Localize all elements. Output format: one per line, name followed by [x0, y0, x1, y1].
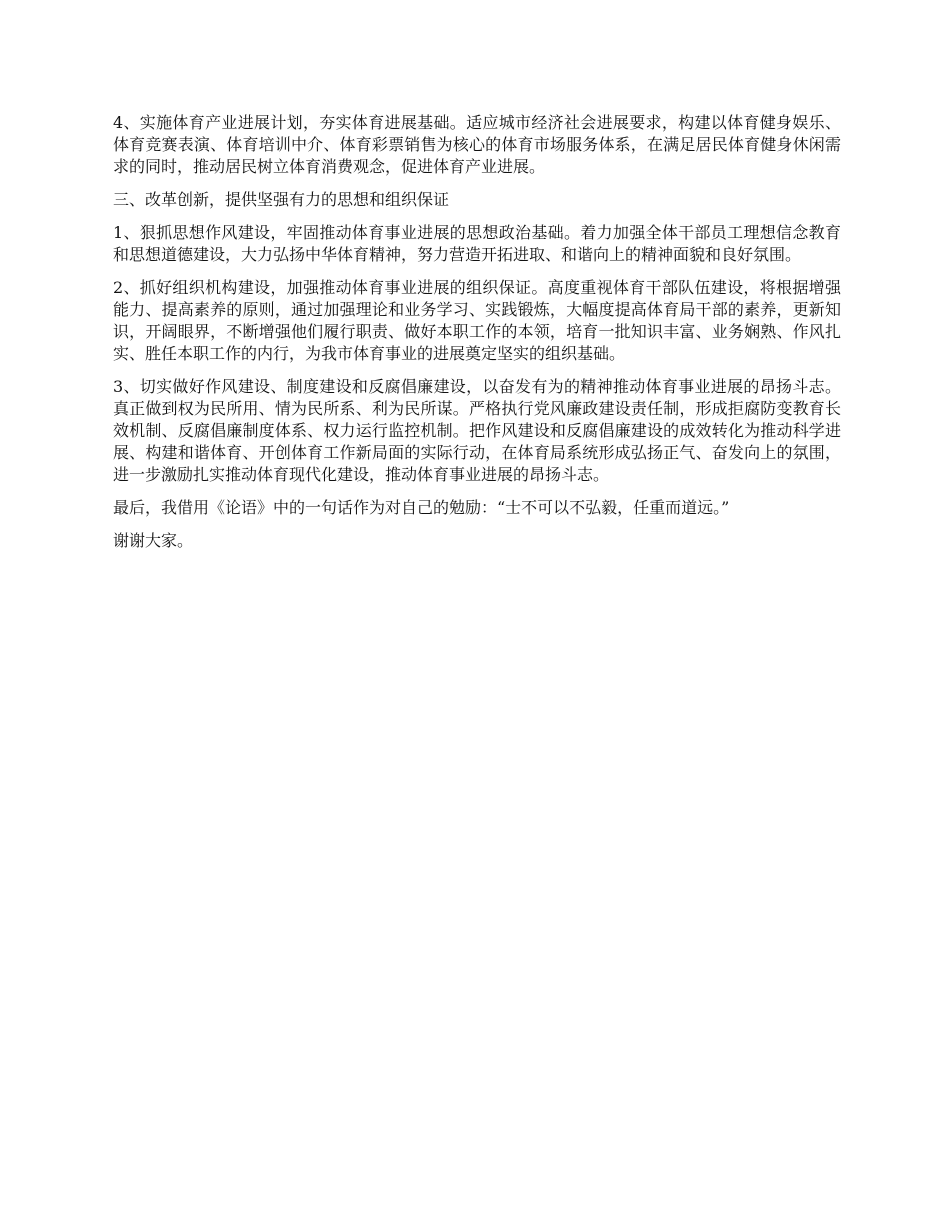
document-body [113, 112, 841, 563]
paragraph-industry-plan: 4、实施体育产业进展计划，夯实体育进展基础。适应城市经济社会进展要求，构建以体育健身娱乐、体育竞赛表演、体育培训中介、体育彩票销售为核心的体育市场服务体系，在满足居民体育健身休闲需求的同时，推动居民树立体育消费观念，促进体育产业进展。 [113, 113, 841, 176]
paragraph-ideology: 1、狠抓思想作风建设，牢固推动体育事业进展的思想政治基础。着力加强全体干部员工理想信念教育和思想道德建设，大力弘扬中华体育精神，努力营造开拓进取、和谐向上的精神面貌和良好氛围。 [113, 223, 841, 264]
paragraph-work-style: 3、切实做好作风建设、制度建设和反腐倡廉建设，以奋发有为的精神推动体育事业进展的昂扬斗志。真正做到权为民所用、情为民所系、利为民所谋。严格执行党风廉政建设责任制，形成拒腐防变教育长效机制、反腐倡廉制度体系、权力运行监控机制。把作风建设和反腐倡廉建设的成效转化为推动科学进展、构建和谐体育、开创体育工作新局面的实际行动，在体育局系统形成弘扬正气、奋发向上的氛围，进一步激励扎实推动体育现代化建设，推动体育事业进展的昂扬斗志。 [113, 377, 841, 484]
section-heading-reform: 三、改革创新，提供坚强有力的思想和组织保证 [113, 190, 450, 209]
paragraph-closing-quote: 最后，我借用《论语》中的一句话作为对自己的勉励：“士不可以不弘毅，任重而道远。” [113, 498, 730, 517]
paragraph-organization: 2、抓好组织机构建设，加强推动体育事业进展的组织保证。高度重视体育干部队伍建设，将根据增强能力、提高素养的原则，通过加强理论和业务学习、实践锻炼，大幅度提高体育局干部的素养，更新知识，开阔眼界，不断增强他们履行职责、做好本职工作的本领，培育一批知识丰富、业务娴熟、作风扎实、胜任本职工作的内行，为我市体育事业的进展奠定坚实的组织基础。 [113, 278, 841, 363]
paragraph-thanks: 谢谢大家。 [113, 531, 194, 550]
